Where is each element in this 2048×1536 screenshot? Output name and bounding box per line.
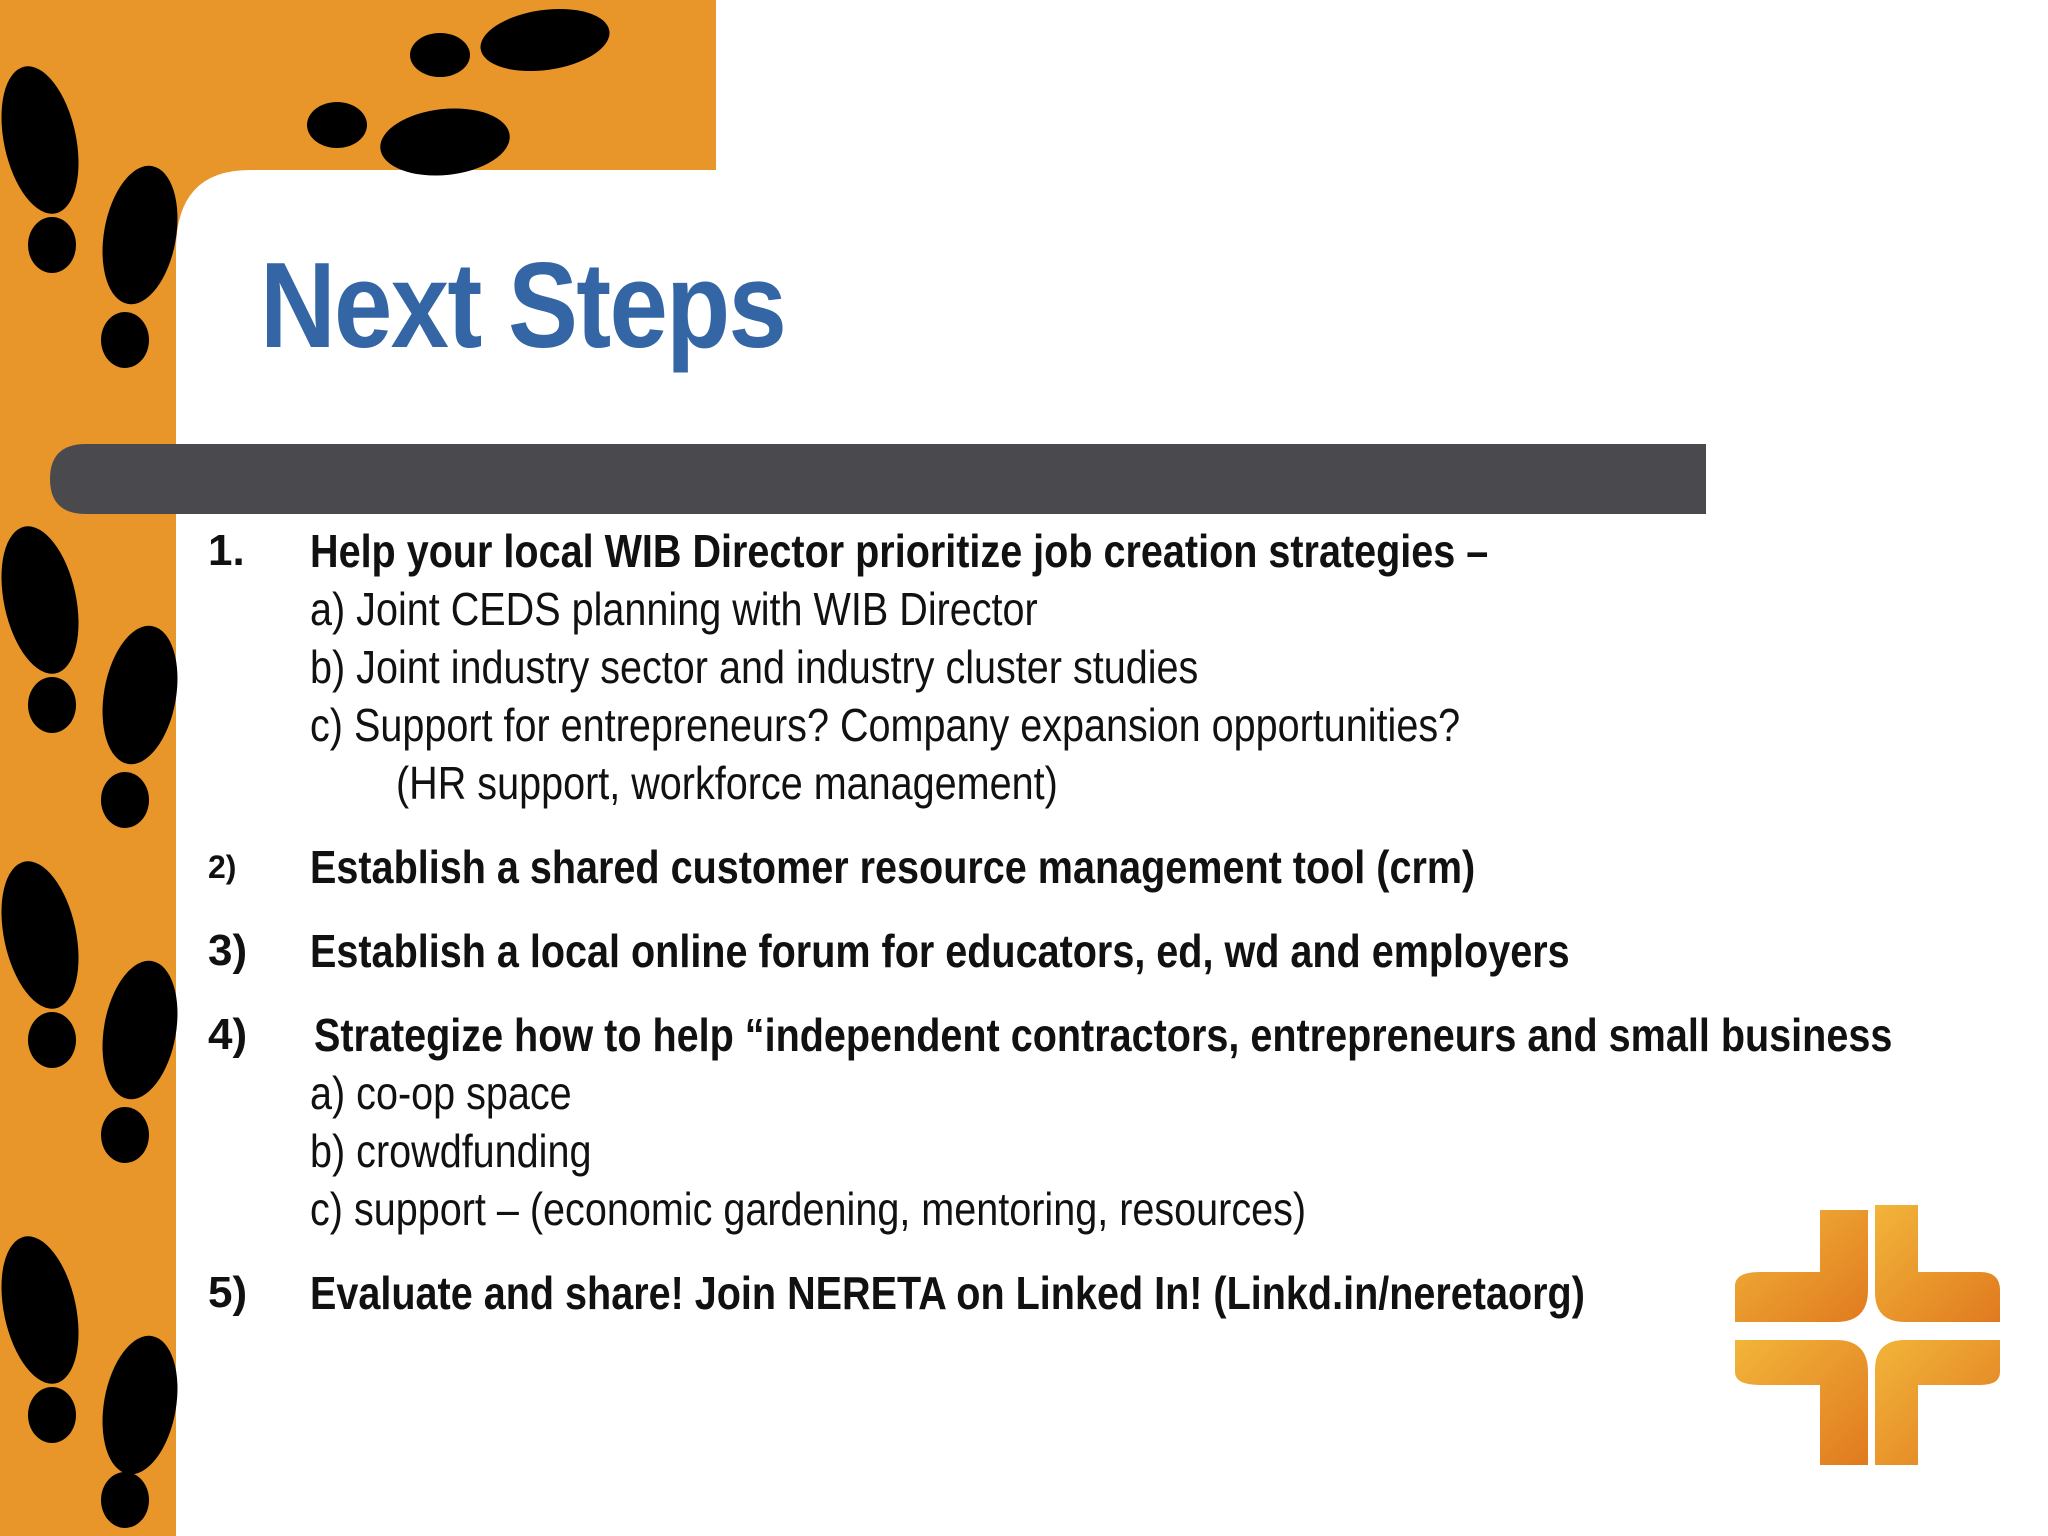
list-subitem: a) Joint CEDS planning with WIB Director <box>310 583 1038 635</box>
list-marker: 5) <box>208 1268 248 1317</box>
list-subitem: b) crowdfunding <box>310 1125 592 1177</box>
list-marker: 3) <box>208 926 248 975</box>
list-item-heading: Establish a shared customer resource management tool (crm) <box>310 841 1476 893</box>
list-item-heading: Establish a local online forum for educators, ed, wd and employers <box>310 925 1570 977</box>
next-steps-list <box>208 522 2018 1322</box>
divider-bar <box>50 444 1706 514</box>
list-marker: 4) <box>208 1010 248 1059</box>
spacer <box>208 980 2018 1006</box>
list-subitem: c) support – (economic gardening, mentoring, resources) <box>310 1183 1307 1235</box>
list-item <box>208 922 2018 980</box>
list-subitem: b) Joint industry sector and industry cluster studies <box>310 641 1199 693</box>
list-item-heading: Help your local WIB Director prioritize job creation strategies – <box>310 525 1489 577</box>
spacer <box>208 812 2018 838</box>
list-item-heading: Evaluate and share! Join NERETA on Linked In! (Linkd.in/neretaorg) <box>310 1267 1585 1319</box>
list-item <box>208 1264 2018 1322</box>
list-subitem: a) co-op space <box>310 1067 572 1119</box>
list-marker: 1. <box>208 526 245 575</box>
list-subitem: c) Support for entrepreneurs? Company expansion opportunities? <box>310 699 1461 751</box>
list-marker: 2) <box>208 849 237 885</box>
list-item-heading: Strategize how to help “independent contractors, entrepreneurs and small business <box>314 1009 1893 1061</box>
list-item <box>208 1006 2018 1238</box>
list-subitem-note: (HR support, workforce management) <box>396 757 1058 809</box>
spacer <box>208 896 2018 922</box>
list-item <box>208 838 2018 896</box>
spacer <box>208 1238 2018 1264</box>
page-title: Next Steps <box>260 237 786 373</box>
list-item <box>208 522 2018 812</box>
